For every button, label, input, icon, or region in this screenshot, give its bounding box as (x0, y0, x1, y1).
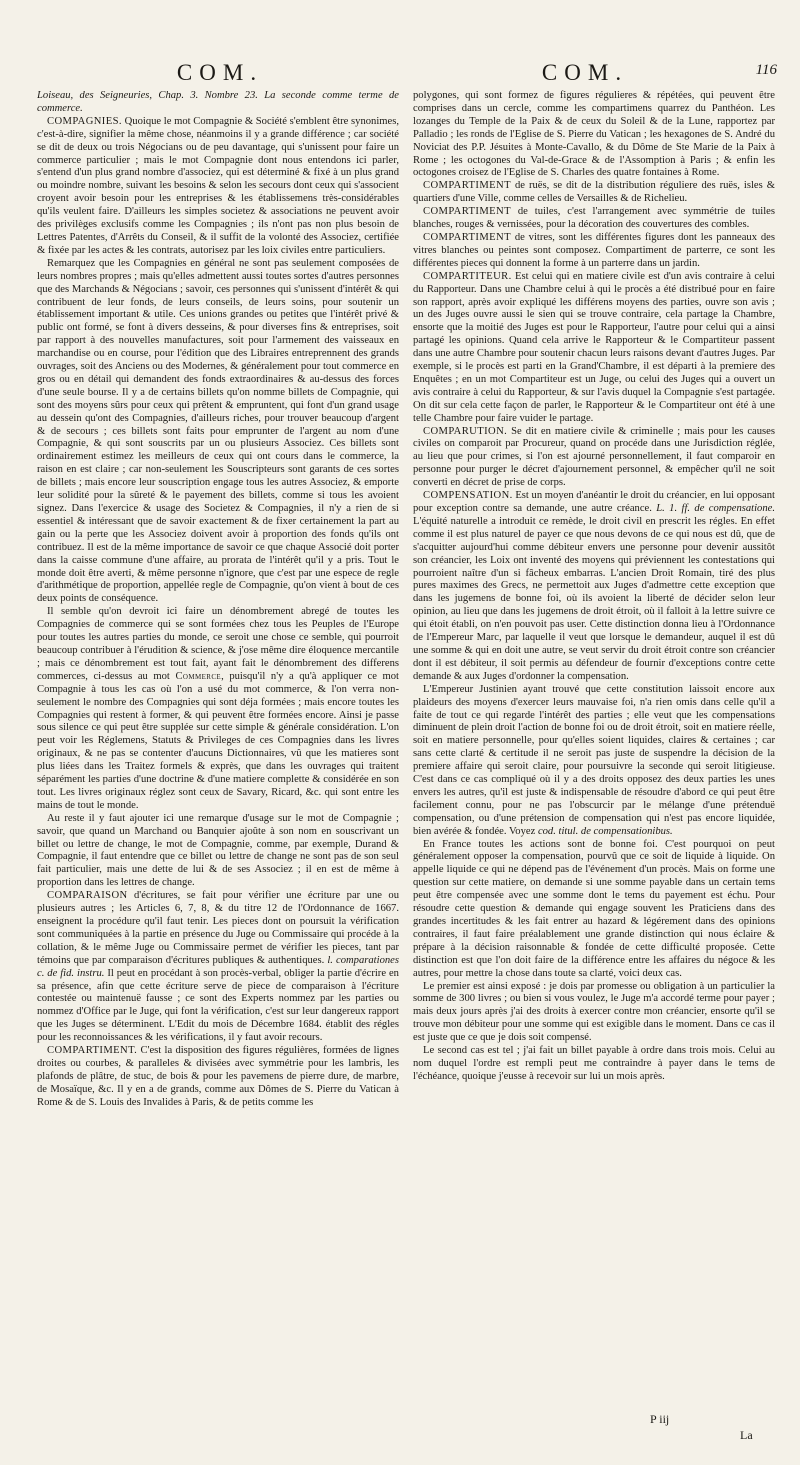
paragraph-text: Il semble qu'on devroit ici faire un dénombrement abregé de toutes les Compagnies de commerce qui se sont formées chez tous les Peuples de l'Europe pour toutes les autres parties du monde, ce seroit une chose ce semble, qui pourroit beaucoup contribuer à l'érudition & science, & j'ose même dire éloquence mercantile ; mais ce dénombrement est tout fait, ayant fait le dénombrement des differens commerces, ci-dessus au mot (37, 606, 399, 682)
entry-compartiment-vitres (413, 232, 775, 271)
entry-compensation (413, 490, 775, 684)
headword-compagnies: COMPAGNIES. (47, 115, 122, 127)
page-number: 116 (755, 62, 777, 78)
entry-text: C'est la disposition des figures régulières, formées de lignes droites ou courbes, & paralleles & divisées avec symmétrie pour les lambris, les plafonds de plâtre, de stuc, de bois & pour les pavemens de pierre dure, de marbre, de Mosaïque, &c. Il y en a de grands, comme aux Dômes de S. Pierre du Vatican à Rome & de S. Louis des Invalides à Paris, & de petits comme les (37, 1045, 399, 1108)
paragraph-polygones: polygones, qui sont formez de figures régulieres & répétées, qui peuvent être comprises dans un cercle, comme les compartimens quarrez du Panthéon. Les lozanges du Temple de la Paix & de ceux du Soleil & de la Lune, rapportez par Palladio ; les ronds de l'Eglise de S. Pierre du Vatican ; les hexagones de S. André du Noviciat des P.P. Jésuites à Monte-Cavallo, & du Dôme de Ste Marie de la Paix à Rome ; les octogones du Val-de-Grace & de l'Assomption à Paris ; & enfin les octogones croisez de l'Eglise de S. Charles des quatre fontaines à Rome. (413, 90, 775, 179)
entry-text: d'écritures, se fait pour vérifier une écriture par une ou plusieurs autres ; les Articles 6, 7, 8, & du titre 12 de l'Ordonnance de 1667. enseignent la procédure qu'il faut tenir. Les pieces dont on poursuit la vérification sont communiquées à la partie en présence du Juge ou Commissaire qui procéde à la collation, & le même Juge ou Commissaire permet de vérifier les pieces, tant par témoins que par comparaison d'écritures publiques & authentiques. (37, 890, 399, 966)
running-head-left: COM. (176, 60, 264, 85)
paragraph-en-france: En France toutes les actions sont de bonne foi. C'est pourquoi on peut généralement opposer la compensation, pourvû que ce soit de liquide à liquide. On appelle liquide ce qui ne dépend pas de l'événement d'un procès. Mais on forme une question sur cette matiere, on demande si une somme payable dans un certain tems peut être compensée avec une somme dont le tems du payement est échu. Pour résoudre cette question & demande qui engage souvent les Praticiens dans des grandes incertitudes & les fait entrer au hazard & légérement dans des opinions contraires, il faut faire préalablement une grande distinction qui nous éclaire & prépare à la décision raisonnable & fondée de cette difficulté proposée. Cette distinction est que l'on doit faire de la différence entre les affaires du négoce & les autres, pour mettre la chose dans toute sa clarté, voici deux cas. (413, 838, 775, 979)
paragraph-text: L'Empereur Justinien ayant trouvé que cette constitution laissoit encore aux plaideurs des moyens d'exercer leurs mauvaise foi, n'a rien omis dans celle qu'il a faite de tout ce qui regarde l'intérêt des parties ; elle veut que les compensations diminuent de plein droit l'action de bonne foi ou de droit étroit, soit en matiere réelle, soit en matiere personnelle, pour qu'elles soient liquides, claires & certaines ; car sans cette clarté & certitude il ne seroit pas juste de suspendre la décision de la premiere affaire qui seroit claire, pour poursuivre la seconde qui seroit litigieuse. C'est dans ce cas compliqué où il y a des droits opposez des deux parties les unes envers les autres, qu'il est juste & indispensable de résoudre d'abord ce qui peut être facilement connu, pour ne pas l'obscurcir par le mélange d'une prétenduë compensation, ou d'une prétension de compensation qui n'est pas encore liquidée, bien avérée & fondée. Voyez (413, 683, 775, 837)
citation-cod-titul: cod. titul. de compensationibus. (537, 825, 673, 837)
entry-text: de vitres, sont les différentes figures dont les panneaux des vitres blanches ou peintes sont composez. Compartiment de parterre, ce sont les différentes pieces qui donnent la forme à un parterre dans un jardin. (413, 231, 775, 269)
right-column (413, 90, 775, 1410)
entry-text: Est celui qui en matiere civile est d'un avis contraire à celui du Rapporteur. Dans une Chambre celui à qui le procès a été distribué pour en faire son rapport, après avoir expliqué les différens moyens des parties, ouvre son avis ; un des Juges ouvre aussi le sien qui se trouve contraire, cela partage la Chambre, ensorte que la moitié des Juges est pour le Rapporteur, l'autre pour celui qui a ainsi partagé les opinions. Quand cela arrive le Rapporteur & le Compartiteur passent dans une autre Chambre pour soutenir chacun leurs raisons devant d'autres Juges. Par exemple, si le procès est parti en la Grand'Chambre, il est départi à la premiere des Enquêtes ; en un mot Compartiteur est un Juge, ou celui des Juges qui a ouvert un avis contraire à celui du Rapporteur, & sur l'avis duquel la Compagnie s'est partagée. On dit sur cela cette façon de parler, le Rapporteur & le Compartiteur ont été à une telle Chambre pour faire vuider le partage. (413, 270, 775, 424)
paragraph-loiseau (37, 90, 399, 116)
headword-compensation: COMPENSATION. (423, 490, 513, 502)
headword-compartiment-rues: COMPARTIMENT (423, 180, 511, 192)
running-head-right: COM. (541, 60, 629, 85)
entry-compartiment (37, 1045, 399, 1110)
entry-text: Quoique le mot Compagnie & Société s'emblent être synonimes, c'est-à-dire, signifier la même chose, néanmoins il y a grande différence ; car société se dit de deux ou trois Négocians ou de peu davantage, qui s'unissent pour faire un commerce particulier ; mais le mot Compagnie dont nous entendons ici parler, s'entend d'un plus grand nombre d'associez, qui est déterminé & fixé à un plus grand ou moindre nombre, suivant les besoins & selon les secours dont ceux qui s'associent croyent avoir besoin pour les entreprises & les établissemens très-considérables qu'ils veulent faire. D'ailleurs les simples societez & associations ne peuvent avoir des privilèges exclusifs comme les Compagnies ; ils n'ont pas non plus besoin de Lettres Patentes, d'Arrêts du Conseil, & il suffit de la volonté des Associez, certifiée & fixée par les actes & les contrats, autorisez par les loix civiles entre particuliers. (37, 115, 399, 256)
headword-comparution: COMPARUTION. (423, 425, 508, 437)
headword-compartiteur: COMPARTITEUR. (423, 270, 512, 282)
paragraph-text-tail: , puisqu'il n'y a qu'à appliquer ce mot Compagnie à tous les cas où l'on a usé du mot commerce, & l'on verra non-seulement le nombre des Compagnies qui sont déja formées ; mais encore toutes les Compagnies qui restent à former, & qui peuvent être formées encore. Ainsi je passe sous silence ce qui peut être supplée sur cette simple & générale considération. L'on peut voir les Réglemens, Statuts & Privileges de ces Compagnies dans les livres originaux, & ne pas se contenter d'aucuns Dictionnaires, vû que les matieres sont plus liées dans les Traitez formels & exprès, que dans les ouvrages qui traitent séparément les parties d'une doctrine & d'une matiere complette & considérée en son tout. Les livres originaux réglez sont ceux de Savary, Ricard, &c. qui sont entre les mains de tout le monde. (37, 670, 399, 811)
paragraph-denombrement (37, 606, 399, 813)
paragraph-premier-cas: Le premier est ainsi exposé : je dois par promesse ou obligation à un particulier la somme de 300 livres ; ou bien si vous voulez, le Juge m'a accordé terme pour payer ; mais deux jours après j'ai des droits à exercer contre mon créancier, ensorte qu'il se trouve mon débiteur pour une somme qui est exigible dans le moment. Dans ce cas il est juste que ce que je dois soit compensé. (413, 980, 775, 1044)
entry-compartiteur (413, 271, 775, 426)
entry-compartiment-rues (413, 180, 775, 206)
headword-compartiment-tuiles: COMPARTIMENT (423, 206, 511, 218)
left-column (37, 90, 399, 1410)
entry-text-tail: Il peut en procédant à son procès-verbal, obliger la partie d'écrire en sa présence, afin que cette écriture serve de piece de comparaison à l'écriture contestée ou maintenuë fausse ; ce sont des Experts nommez par les parties ou nommez d'Office par le Juge, qui font la vérification, c'est sur leur dangereux rapport que les Juges se déterminent. L'Edit du mois de Décembre 1684. établit des régles pour les reconnoissances & les vérifications, il y faut avoir recours. (37, 967, 399, 1044)
entry-compagnies (37, 116, 399, 258)
entry-text: Se dit en matiere civile & criminelle ; mais pour les causes civiles on comparoit par Procureur, quand on procéde dans une Jurisdiction réglée, au lieu que pour crimes, si l'on est ajourné personnellement, il faut comparoir en personne pour purger le décret d'ajournement personnel, & empêcher qu'il ne soit converti en décret de prise de corps. (413, 425, 775, 489)
headword-compartiment-vitres: COMPARTIMENT (423, 231, 511, 243)
headword-compartiment: COMPARTIMENT. (47, 1045, 138, 1057)
entry-comparution (413, 426, 775, 491)
paragraph-justinien (413, 684, 775, 839)
paragraph-second-cas: Le second cas est tel ; j'ai fait un billet payable à ordre dans trois mois. Celui au nom duquel l'ordre est rempli peut me contraindre à payer dans le tems de l'échéance, quoique j'eusse à recevoir sur lui un mois après. (413, 1045, 775, 1082)
citation-compensatione: L. 1. ff. de compensatione. (656, 503, 775, 514)
entry-comparaison (37, 890, 399, 1045)
cross-reference-commerce: Commerce (175, 670, 222, 682)
entry-text: de ruës, se dit de la distribution réguliere des ruës, isles & quartiers d'une Ville, comme celles de Versailles & de Richelieu. (413, 180, 775, 205)
paragraph-au-reste: Au reste il y faut ajouter ici une remarque d'usage sur le mot de Compagnie ; savoir, que quand un Marchand ou Banquier ajoûte à son nom en souscrivant un billet ou lettre de change, le mot de Compagnie, comme, par exemple, Durand & Compagnie, il faut entendre que ce billet ou lettre de change ne sont pas de son seul fait particulier, mais une dette de lui & de ses Associez ; il en est de même à proportion dans les lettres de change. (37, 812, 399, 889)
catchword: La (740, 1428, 753, 1442)
entry-text-tail: L'équité naturelle a introduit ce remède, le droit civil en prescrit les régles. En effet comme il est plus naturel de payer ce que nous devons de ce qui nous est dû, que de s'acquitter aujourd'hui comme débiteur envers une personne pour devenir aussitôt son créancier, les Loix ont inventé des moyens qui préviennent les contestations qui pourroient naître d'un si fâcheux embarras. L'ancien Droit Romain, tiré des plus pures maximes des Grecs, ne permettoit aux Juges d'admettre cette exception que dans les jugemens de bonne foi, où ils avoient la liberté de décider selon leur opinion, au lieu que dans les jugemens de droit étroit, où il falloit à la lettre suivre ce qui étoit établi, on n'en pouvoit pas user. Cette distinction donna lieu à l'Ordonnance de l'Empereur Marc, par laquelle il veut que lorsque le demandeur, auquel il est dû une somme & qui en doit une autre, se veut servir du droit étroit contre son créancier dont il est débiteur, il soit permis au défendeur de fournir d'exceptions contre cette demande & aux Juges d'ordonner la compensation. (413, 515, 775, 682)
citation-comparationes: l. comparationes c. de fid. instru. (37, 954, 399, 979)
headword-comparaison: COMPARAISON (47, 890, 128, 902)
entry-text: Est un moyen d'anéantir le droit du créancier, en lui opposant pour exception contre sa demande, une autre créance. (413, 490, 775, 514)
entry-compartiment-tuiles (413, 206, 775, 232)
signature-mark: P iij (650, 1412, 670, 1426)
paragraph-remarquez: Remarquez que les Compagnies en général ne sont pas seulement composées de leurs nombres propres ; mais qu'elles admettent aussi toutes sortes d'autres personnes que des Marchands & Négocians ; savoir, ces personnes qui s'unissent d'intérêt & qui contribuent de leur fonds, de leurs conseils, de leurs soins, pour soutenir un établissement important & utile. Ces unions grandes ou petites que l'intérêt privé & public ont formé, se font à divers desseins, & pour diverses fins & entreprises, soit par rapport à des nouvelles manufactures, soit pour l'armement des vaisseaux en marchandise ou en course, pour l'édition que des Libraires entreprennent des grands ouvrages, soit des Anciens ou des Modernes, & généralement pour tout commerce en gros ou en détail qui demandent des fonds extraordinaires & au-dessus des forces d'une seule bourse. Il y a de certains billets qu'on nomme billets de Compagnie, qui sont des moyens sûrs pour ceux qui prêtent & empruntent, qui font d'un grand usage au dessein qu'ont des Compagnies, d'ailleurs riches, pour trouver beaucoup d'argent & de secours ; ces billets sont faits pour emprunter de l'argent au nom d'une Compagnie, & qui sont souscrits par un ou plusieurs Associez. Ces billets sont ordinairement estimez les meilleurs de ceux qui ont cours dans le commerce, la raison en est claire ; car non-seulement les Souscripteurs sont garants de ces sortes de billets ; mais encore leur souscription engage tous les autres Associez, & emporte leur solidité pour la sûreté & le payement des billets, comme si tous les avoient signez. Dans l'exercice & usage des Societez & Compagnies, il n'y a rien de si essentiel & intéressant que de savoir exactement & de fixer certainement la part au gain ou la perte que les Associez doivent avoir à proportion des fonds qu'ils ont contribuez. Il est de la même importance de savoir ce que chaque Associé doit porter dans la caisse commune d'une affaire, au prorata de l'intérêt qu'il y a pris. Tout le monde doit être averti, & même personne n'ignore, que c'est par une espece de regle d'arithmétique de proportion, appellée regle de Compagnie, qu'on vient à bout de ces deux points de conséquence. (37, 257, 399, 605)
entry-text: de tuiles, c'est l'arrangement avec symmétrie de tuiles blanches, rouges & vernissées, pour la décoration des couvertures des combles. (413, 206, 775, 231)
citation-loiseau: Loiseau, des Seigneuries, Chap. 3. Nombre 23. La seconde comme terme de commerce. (37, 90, 399, 114)
